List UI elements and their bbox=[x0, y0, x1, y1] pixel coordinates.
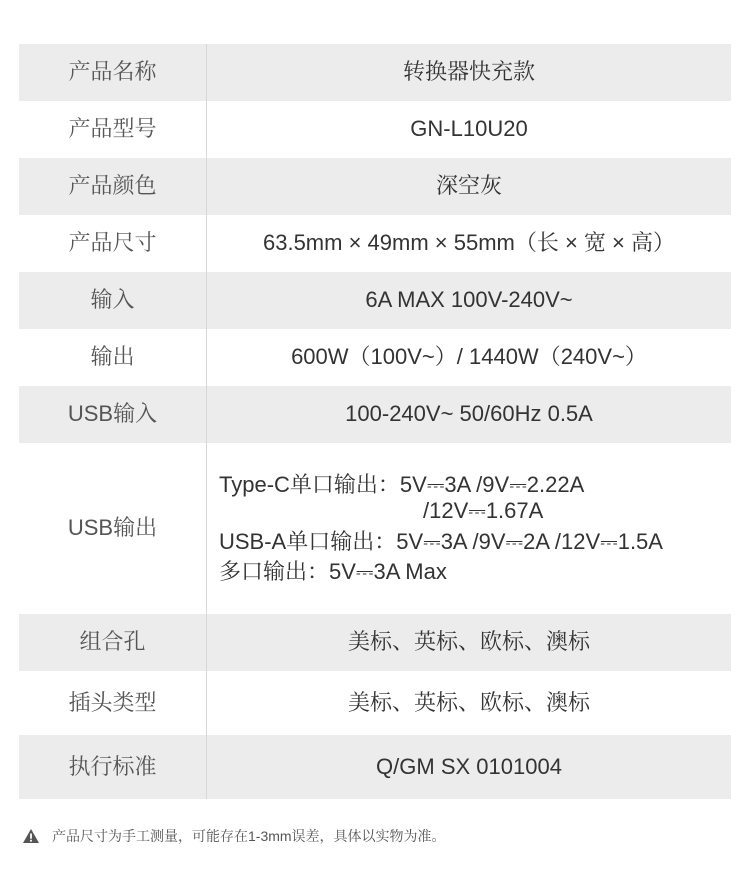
usb-output-type-c-line1: Type-C单口输出：5V⎓3A /9V⎓2.22A bbox=[219, 471, 585, 497]
spec-row-size bbox=[19, 215, 731, 272]
spec-row-usb-input bbox=[19, 386, 731, 443]
spec-value: 美标、英标、欧标、澳标 bbox=[207, 671, 732, 735]
spec-row-color bbox=[19, 158, 731, 215]
spec-table bbox=[19, 44, 731, 799]
spec-value: 美标、英标、欧标、澳标 bbox=[207, 614, 732, 671]
spec-label: 执行标准 bbox=[19, 735, 207, 799]
measurement-note bbox=[22, 826, 446, 846]
spec-value: Q/GM SX 0101004 bbox=[207, 735, 732, 799]
spec-value: 深空灰 bbox=[207, 158, 732, 215]
spec-label: USB输出 bbox=[19, 443, 207, 614]
spec-value: 63.5mm × 49mm × 55mm（长 × 宽 × 高） bbox=[207, 215, 732, 272]
spec-value: GN-L10U20 bbox=[207, 101, 732, 158]
note-text: 产品尺寸为手工测量，可能存在1-3mm误差，具体以实物为准。 bbox=[52, 828, 446, 844]
usb-output-multi-port: 多口输出：5V⎓3A Max bbox=[219, 558, 447, 584]
spec-label: 产品型号 bbox=[19, 101, 207, 158]
usb-output-type-c bbox=[219, 472, 731, 525]
spec-value: 100-240V~ 50/60Hz 0.5A bbox=[207, 386, 732, 443]
spec-label: 输入 bbox=[19, 272, 207, 329]
spec-label: USB输入 bbox=[19, 386, 207, 443]
usb-output-usb-a: USB-A单口输出：5V⎓3A /9V⎓2A /12V⎓1.5A bbox=[219, 528, 663, 554]
spec-label: 输出 bbox=[19, 329, 207, 386]
usb-output-type-c-line2: /12V⎓1.67A bbox=[423, 498, 544, 524]
spec-row-usb-output bbox=[19, 443, 731, 614]
spec-value: 6A MAX 100V-240V~ bbox=[207, 272, 732, 329]
spec-row-model bbox=[19, 101, 731, 158]
spec-row-plug-type bbox=[19, 671, 731, 735]
spec-row-input bbox=[19, 272, 731, 329]
spec-row-combo-socket bbox=[19, 614, 731, 671]
spec-label: 组合孔 bbox=[19, 614, 207, 671]
spec-value-multiline bbox=[207, 443, 732, 614]
spec-label: 插头类型 bbox=[19, 671, 207, 735]
warning-icon bbox=[22, 828, 40, 844]
spec-row-standard bbox=[19, 735, 731, 799]
spec-value: 转换器快充款 bbox=[207, 44, 732, 101]
spec-label: 产品颜色 bbox=[19, 158, 207, 215]
spec-label: 产品名称 bbox=[19, 44, 207, 101]
spec-label: 产品尺寸 bbox=[19, 215, 207, 272]
spec-row-output bbox=[19, 329, 731, 386]
spec-value: 600W（100V~）/ 1440W（240V~） bbox=[207, 329, 732, 386]
spec-row-name bbox=[19, 44, 731, 101]
